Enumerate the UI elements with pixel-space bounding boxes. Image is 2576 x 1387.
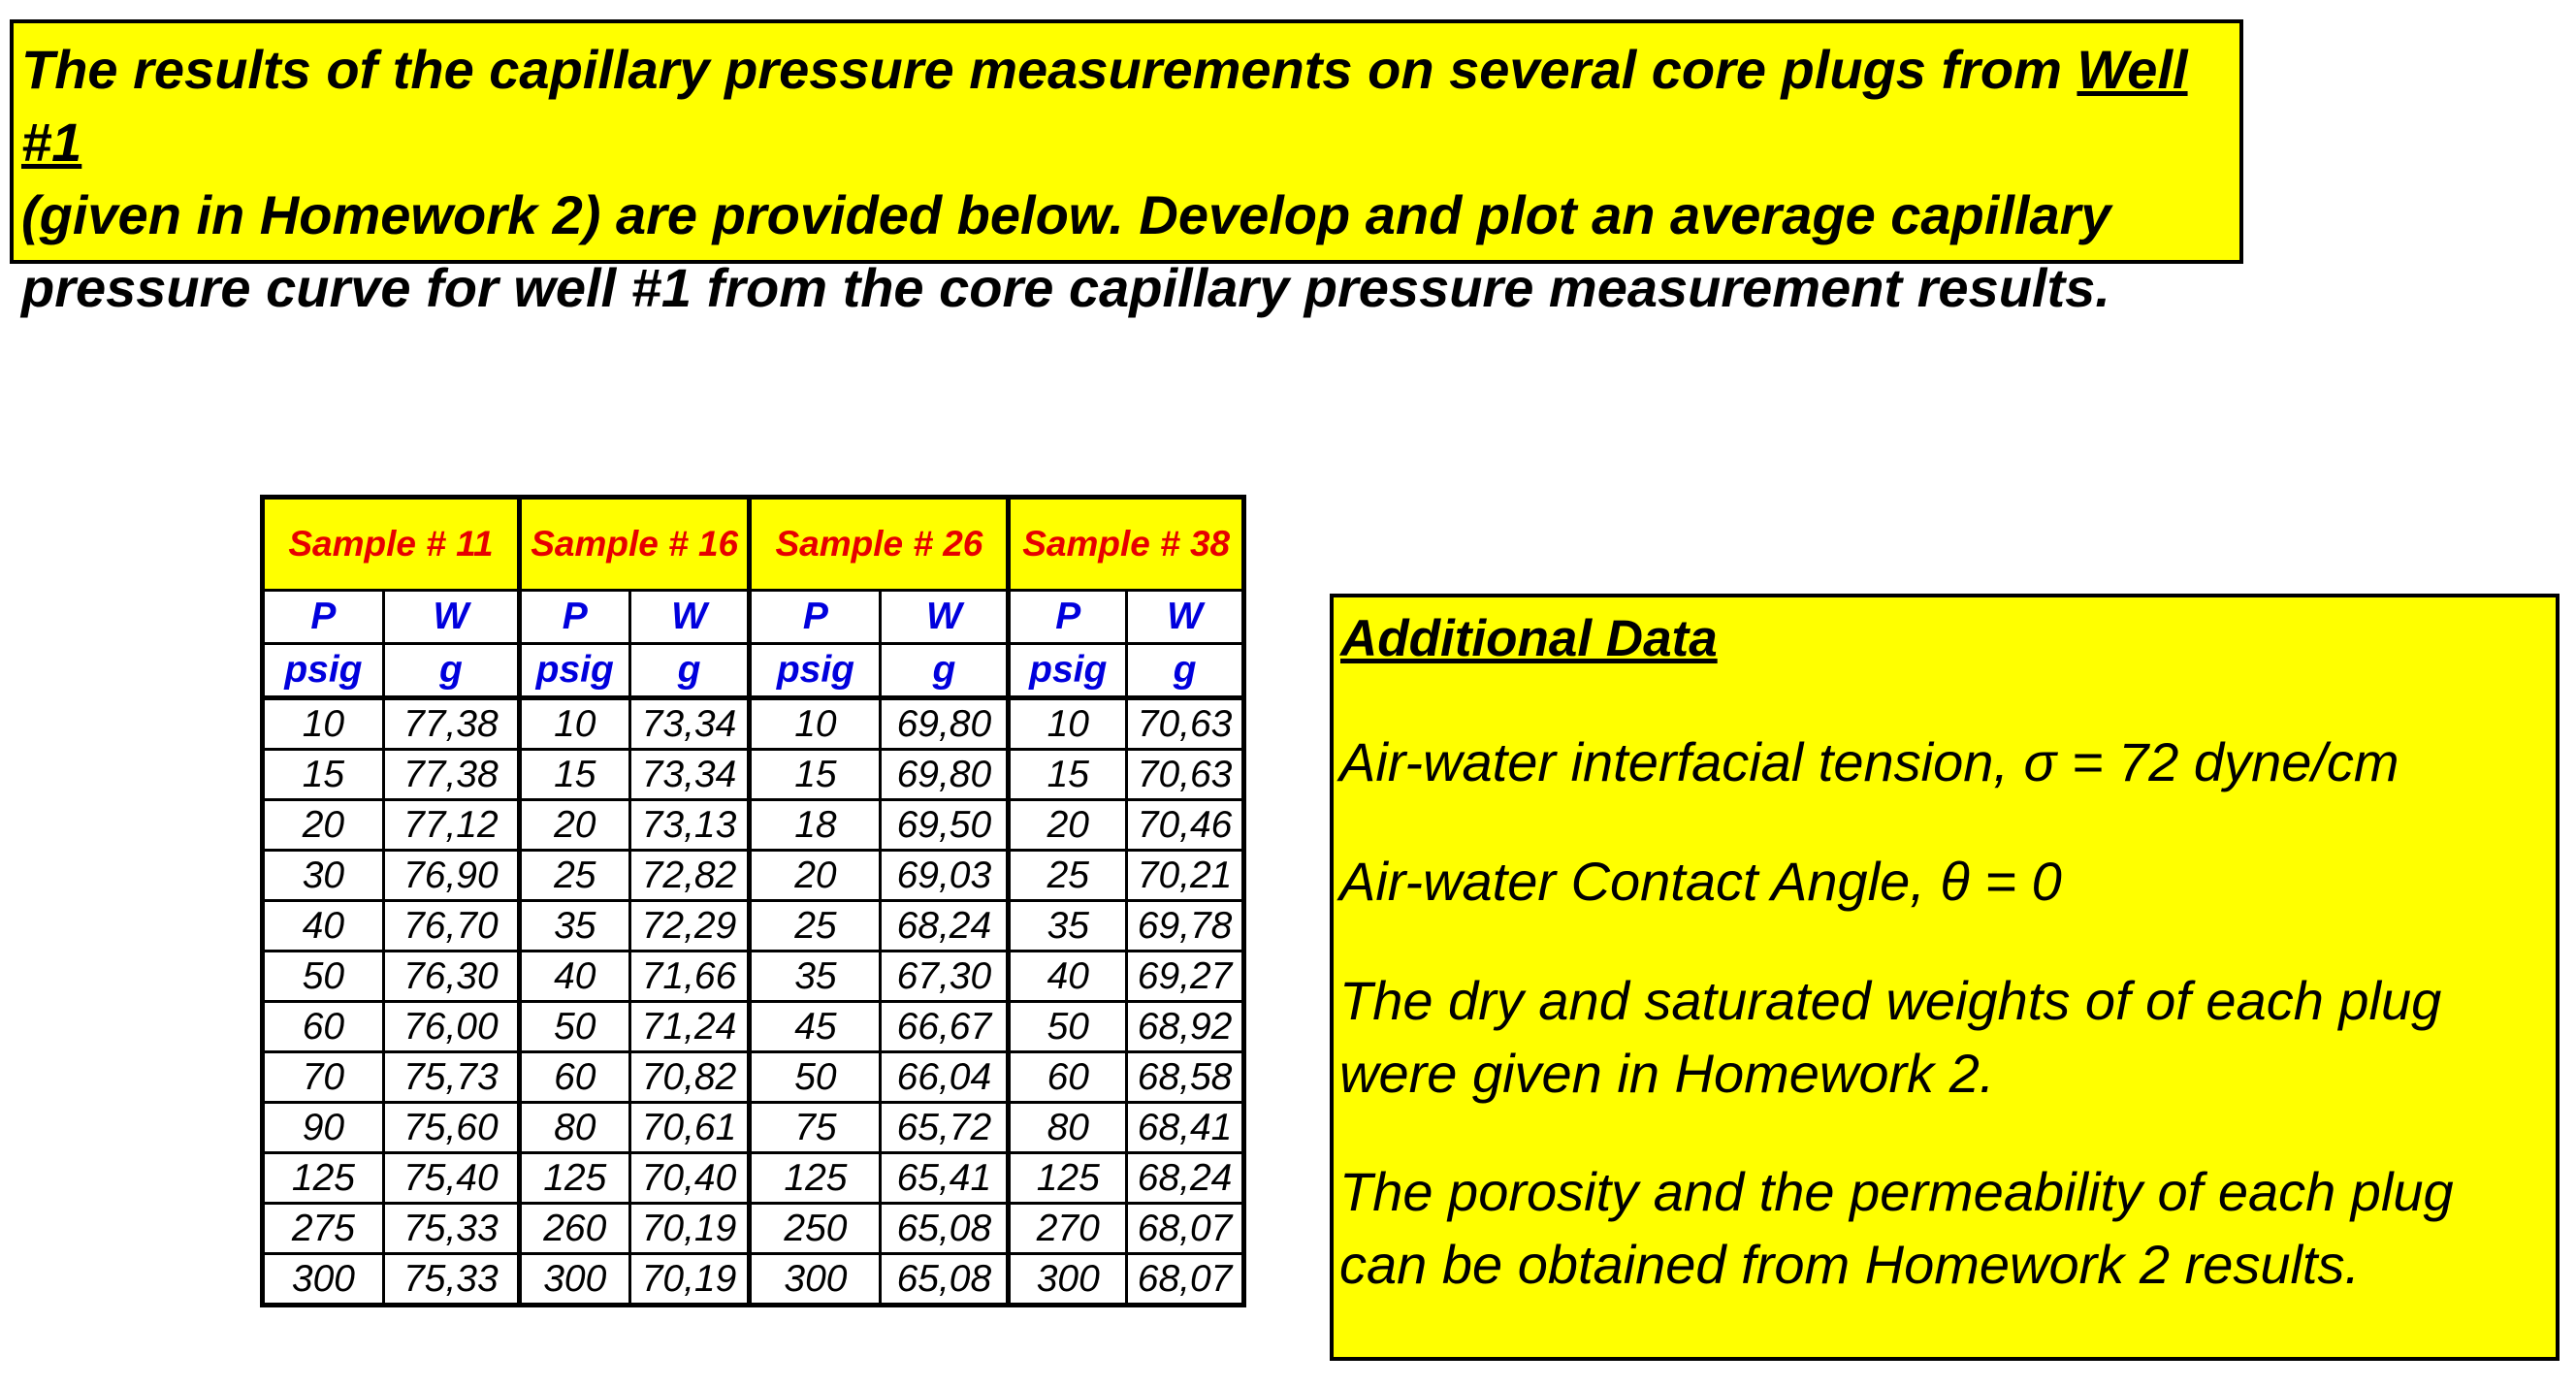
weight-cell: 68,58	[1127, 1052, 1244, 1103]
weight-cell: 68,24	[881, 901, 1009, 952]
pressure-cell: 75	[750, 1103, 881, 1153]
table-row	[263, 1002, 1244, 1052]
col-w-header: W	[383, 591, 519, 644]
table-row	[263, 1153, 1244, 1204]
pressure-cell: 25	[750, 901, 881, 952]
unit-g: g	[1127, 644, 1244, 698]
pressure-cell: 125	[750, 1153, 881, 1204]
pressure-cell: 45	[750, 1002, 881, 1052]
intro-line-2: (given in Homework 2) are provided below. Develop and plot an average capillary	[21, 184, 2111, 245]
sample-11-header: Sample # 11	[263, 498, 520, 591]
weight-cell: 70,61	[629, 1103, 750, 1153]
weights-line-1: The dry and saturated weights of of each plug	[1339, 970, 2442, 1031]
pressure-cell: 35	[750, 952, 881, 1002]
weight-cell: 75,33	[383, 1254, 519, 1306]
weight-cell: 73,34	[629, 750, 750, 800]
pressure-cell: 10	[263, 698, 384, 750]
pressure-cell: 300	[263, 1254, 384, 1306]
weight-cell: 65,41	[881, 1153, 1009, 1204]
table-row	[263, 750, 1244, 800]
pressure-cell: 15	[750, 750, 881, 800]
table-row	[263, 1204, 1244, 1254]
pressure-cell: 15	[263, 750, 384, 800]
weight-cell: 65,72	[881, 1103, 1009, 1153]
weight-cell: 76,00	[383, 1002, 519, 1052]
porosity-line-2: can be obtained from Homework 2 results.	[1339, 1234, 2361, 1295]
table-row	[263, 800, 1244, 851]
pressure-cell: 35	[1009, 901, 1127, 952]
weight-cell: 68,92	[1127, 1002, 1244, 1052]
table-row	[263, 1103, 1244, 1153]
pressure-cell: 15	[1009, 750, 1127, 800]
weight-cell: 73,13	[629, 800, 750, 851]
table-row	[263, 952, 1244, 1002]
pressure-cell: 80	[1009, 1103, 1127, 1153]
pressure-cell: 270	[1009, 1204, 1127, 1254]
pressure-cell: 15	[519, 750, 629, 800]
col-p-header: P	[750, 591, 881, 644]
intro-text-1: The results of the capillary pressure measurements on several core plugs from	[21, 39, 2077, 100]
col-w-header: W	[629, 591, 750, 644]
weight-cell: 70,63	[1127, 750, 1244, 800]
weight-cell: 70,19	[629, 1254, 750, 1306]
weight-cell: 69,78	[1127, 901, 1244, 952]
weight-cell: 70,21	[1127, 851, 1244, 901]
weight-cell: 77,38	[383, 750, 519, 800]
weight-cell: 68,41	[1127, 1103, 1244, 1153]
weight-cell: 68,07	[1127, 1204, 1244, 1254]
weight-cell: 68,07	[1127, 1254, 1244, 1306]
weights-line-2: were given in Homework 2.	[1339, 1043, 1995, 1104]
pressure-cell: 275	[263, 1204, 384, 1254]
weight-cell: 65,08	[881, 1204, 1009, 1254]
pressure-cell: 10	[1009, 698, 1127, 750]
pressure-cell: 30	[263, 851, 384, 901]
weight-cell: 77,12	[383, 800, 519, 851]
weight-cell: 72,29	[629, 901, 750, 952]
pressure-cell: 300	[750, 1254, 881, 1306]
weight-cell: 69,03	[881, 851, 1009, 901]
tension-line: Air-water interfacial tension, σ = 72 dyne/cm	[1339, 731, 2399, 792]
pressure-cell: 60	[1009, 1052, 1127, 1103]
sample-16-header: Sample # 16	[519, 498, 750, 591]
intro-line-3: pressure curve for well #1 from the core capillary pressure measurement results.	[21, 257, 2110, 318]
weight-cell: 72,82	[629, 851, 750, 901]
pressure-cell: 40	[1009, 952, 1127, 1002]
additional-data-title: Additional Data	[1340, 610, 1718, 667]
weight-cell: 68,24	[1127, 1153, 1244, 1204]
pressure-cell: 300	[519, 1254, 629, 1306]
unit-psig: psig	[263, 644, 384, 698]
col-p-header: P	[1009, 591, 1127, 644]
unit-g: g	[629, 644, 750, 698]
sample-26-header: Sample # 26	[750, 498, 1009, 591]
table-body	[263, 698, 1244, 1306]
weight-cell: 69,50	[881, 800, 1009, 851]
weight-cell: 70,40	[629, 1153, 750, 1204]
pressure-cell: 10	[750, 698, 881, 750]
col-w-header: W	[1127, 591, 1244, 644]
additional-data-box	[1330, 594, 2560, 1361]
pressure-cell: 300	[1009, 1254, 1127, 1306]
weight-cell: 66,04	[881, 1052, 1009, 1103]
weight-cell: 76,90	[383, 851, 519, 901]
weight-cell: 75,40	[383, 1153, 519, 1204]
weight-cell: 75,73	[383, 1052, 519, 1103]
weight-cell: 70,63	[1127, 698, 1244, 750]
col-p-header: P	[263, 591, 384, 644]
pressure-cell: 50	[1009, 1002, 1127, 1052]
table-row	[263, 901, 1244, 952]
table-row	[263, 851, 1244, 901]
pressure-cell: 20	[750, 851, 881, 901]
weight-cell: 75,33	[383, 1204, 519, 1254]
weight-cell: 70,82	[629, 1052, 750, 1103]
pressure-cell: 50	[750, 1052, 881, 1103]
contact-angle-line: Air-water Contact Angle, θ = 0	[1339, 851, 2062, 912]
weight-cell: 66,67	[881, 1002, 1009, 1052]
pressure-cell: 20	[263, 800, 384, 851]
col-p-header: P	[519, 591, 629, 644]
pressure-cell: 25	[1009, 851, 1127, 901]
intro-text-box	[10, 19, 2243, 318]
pressure-cell: 35	[519, 901, 629, 952]
well-label: Well #1	[21, 39, 2188, 173]
pressure-cell: 18	[750, 800, 881, 851]
weight-cell: 77,38	[383, 698, 519, 750]
pressure-cell: 125	[1009, 1153, 1127, 1204]
pressure-cell: 60	[263, 1002, 384, 1052]
weight-cell: 70,19	[629, 1204, 750, 1254]
pressure-cell: 20	[1009, 800, 1127, 851]
intro-line-1	[21, 33, 2232, 178]
weight-cell: 75,60	[383, 1103, 519, 1153]
pressure-cell: 70	[263, 1052, 384, 1103]
pressure-cell: 90	[263, 1103, 384, 1153]
sample-38-header: Sample # 38	[1009, 498, 1244, 591]
table-row	[263, 1052, 1244, 1103]
weight-cell: 70,46	[1127, 800, 1244, 851]
weight-cell: 73,34	[629, 698, 750, 750]
table-row	[263, 1254, 1244, 1306]
pressure-cell: 40	[519, 952, 629, 1002]
unit-g: g	[383, 644, 519, 698]
weight-cell: 67,30	[881, 952, 1009, 1002]
table-row	[263, 698, 1244, 750]
weight-cell: 71,66	[629, 952, 750, 1002]
weight-cell: 65,08	[881, 1254, 1009, 1306]
unit-psig: psig	[750, 644, 881, 698]
pressure-cell: 20	[519, 800, 629, 851]
pressure-cell: 60	[519, 1052, 629, 1103]
unit-psig: psig	[1009, 644, 1127, 698]
pressure-cell: 25	[519, 851, 629, 901]
pressure-cell: 250	[750, 1204, 881, 1254]
col-w-header: W	[881, 591, 1009, 644]
unit-g: g	[881, 644, 1009, 698]
capillary-pressure-table	[260, 495, 1246, 1307]
pressure-cell: 260	[519, 1204, 629, 1254]
pressure-cell: 50	[519, 1002, 629, 1052]
unit-psig: psig	[519, 644, 629, 698]
pressure-cell: 40	[263, 901, 384, 952]
pressure-cell: 50	[263, 952, 384, 1002]
porosity-line-1: The porosity and the permeability of each plug	[1339, 1161, 2454, 1222]
weight-cell: 71,24	[629, 1002, 750, 1052]
weight-cell: 69,80	[881, 750, 1009, 800]
weight-cell: 69,27	[1127, 952, 1244, 1002]
pressure-cell: 80	[519, 1103, 629, 1153]
pressure-cell: 125	[519, 1153, 629, 1204]
pressure-cell: 10	[519, 698, 629, 750]
pressure-cell: 125	[263, 1153, 384, 1204]
weight-cell: 76,30	[383, 952, 519, 1002]
weight-cell: 69,80	[881, 698, 1009, 750]
weight-cell: 76,70	[383, 901, 519, 952]
